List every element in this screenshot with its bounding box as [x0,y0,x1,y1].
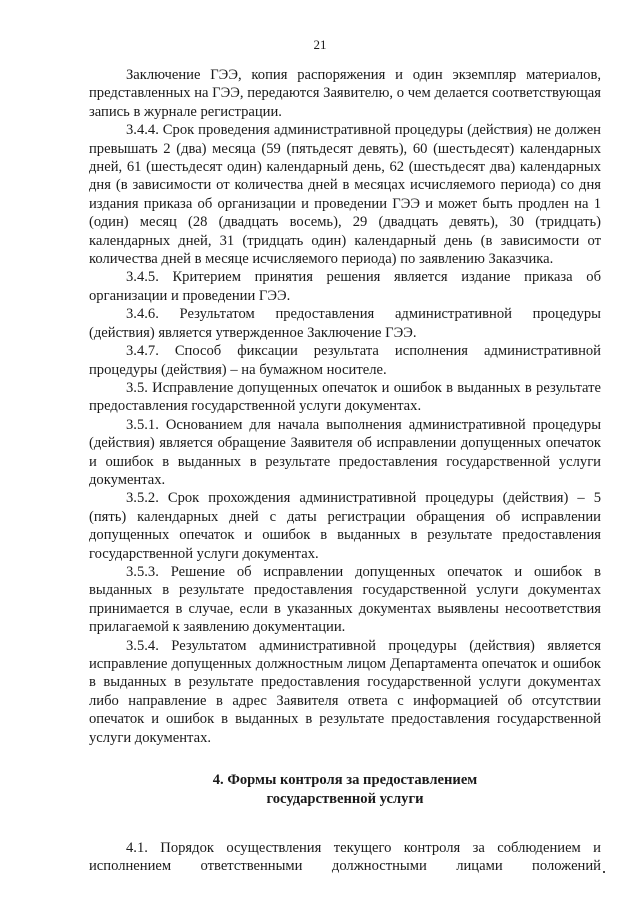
paragraph-conclusion-transfer: Заключение ГЭЭ, копия распоряжения и один экземпляр материалов, представленных на ГЭЭ, передаются Заявителю, о чем делается соответствующая запись в журнале регистрации. [89,67,601,120]
paragraph-3-5-3: 3.5.3. Решение об исправлении допущенных опечаток и ошибок в выданных в результате предоставления государственной услуги документах принимается в случае, если в указанных документах выявлены несоответствия прилагаемой к заявлению документации. [89,563,601,636]
section-heading [89,771,601,809]
paragraph-3-4-7: 3.4.7. Способ фиксации результата исполнения административной процедуры (действия) – на бумажном носителе. [89,343,601,378]
paragraph-3-4-4: 3.4.4. Срок проведения административной процедуры (действия) не должен превышать 2 (два) месяца (59 (пятьдесят девять), 60 (шестьдесят) календарных дней, 61 (шестьдесят один) календарный день, 62 (шестьдесят два) календарных дня (в зависимости от количества дней в месяцах исчисляемого периода) со дня издания приказа об организации и проведении ГЭЭ и может быть продлен на 1 (один) месяц (28 (двадцать восемь), 29 (двадцать девять), 30 (тридцать) календарных дней, 31 (тридцать один) календарный день (в зависимости от количества дней в месяце исчисляемого периода) по заявлению Заказчика. [89,122,601,268]
paragraph-3-4-5: 3.4.5. Критерием принятия решения является издание приказа об организации и проведении ГЭЭ. [89,269,601,304]
paragraph-3-5-1: 3.5.1. Основанием для начала выполнения административной процедуры (действия) является обращение Заявителя об исправлении допущенных опечаток и ошибок в выданных в результате предоставления государственной услуги документах. [89,416,601,488]
section-heading-line-2: государственной услуги [266,791,424,808]
page-number: 21 [313,37,327,52]
paragraph-3-5: 3.5. Исправление допущенных опечаток и ошибок в выданных в результате предоставления государственной услуги документах. [89,379,601,415]
document-body [89,66,601,876]
section-heading-line-1: 4. Формы контроля за предоставлением [212,772,478,789]
paragraph-3-5-2: 3.5.2. Срок прохождения административной процедуры (действия) – 5 (пять) календарных дней с даты регистрации обращения об исправлении допущенных опечаток и ошибок в выданных в результате предоставления государственной услуги документах. [89,490,601,562]
scan-dot-mark [603,871,605,873]
paragraph-3-4-6: 3.4.6. Результатом предоставления административной процедуры (действия) является утвержденное Заключение ГЭЭ. [89,306,601,341]
paragraph-3-5-4: 3.5.4. Результатом административной процедуры (действия) является исправление допущенных должностным лицом Департамента опечаток и ошибок в выданных в результате предоставления государственной услуги документах либо направление в адрес Заявителя ответа с информацией об отсутствии опечаток и ошибок в выданных в результате предоставления государственной услуги документах. [89,637,601,746]
paragraph-4-1: 4.1. Порядок осуществления текущего контроля за соблюдением и исполнением ответственными должностными лицами положений [89,840,601,875]
